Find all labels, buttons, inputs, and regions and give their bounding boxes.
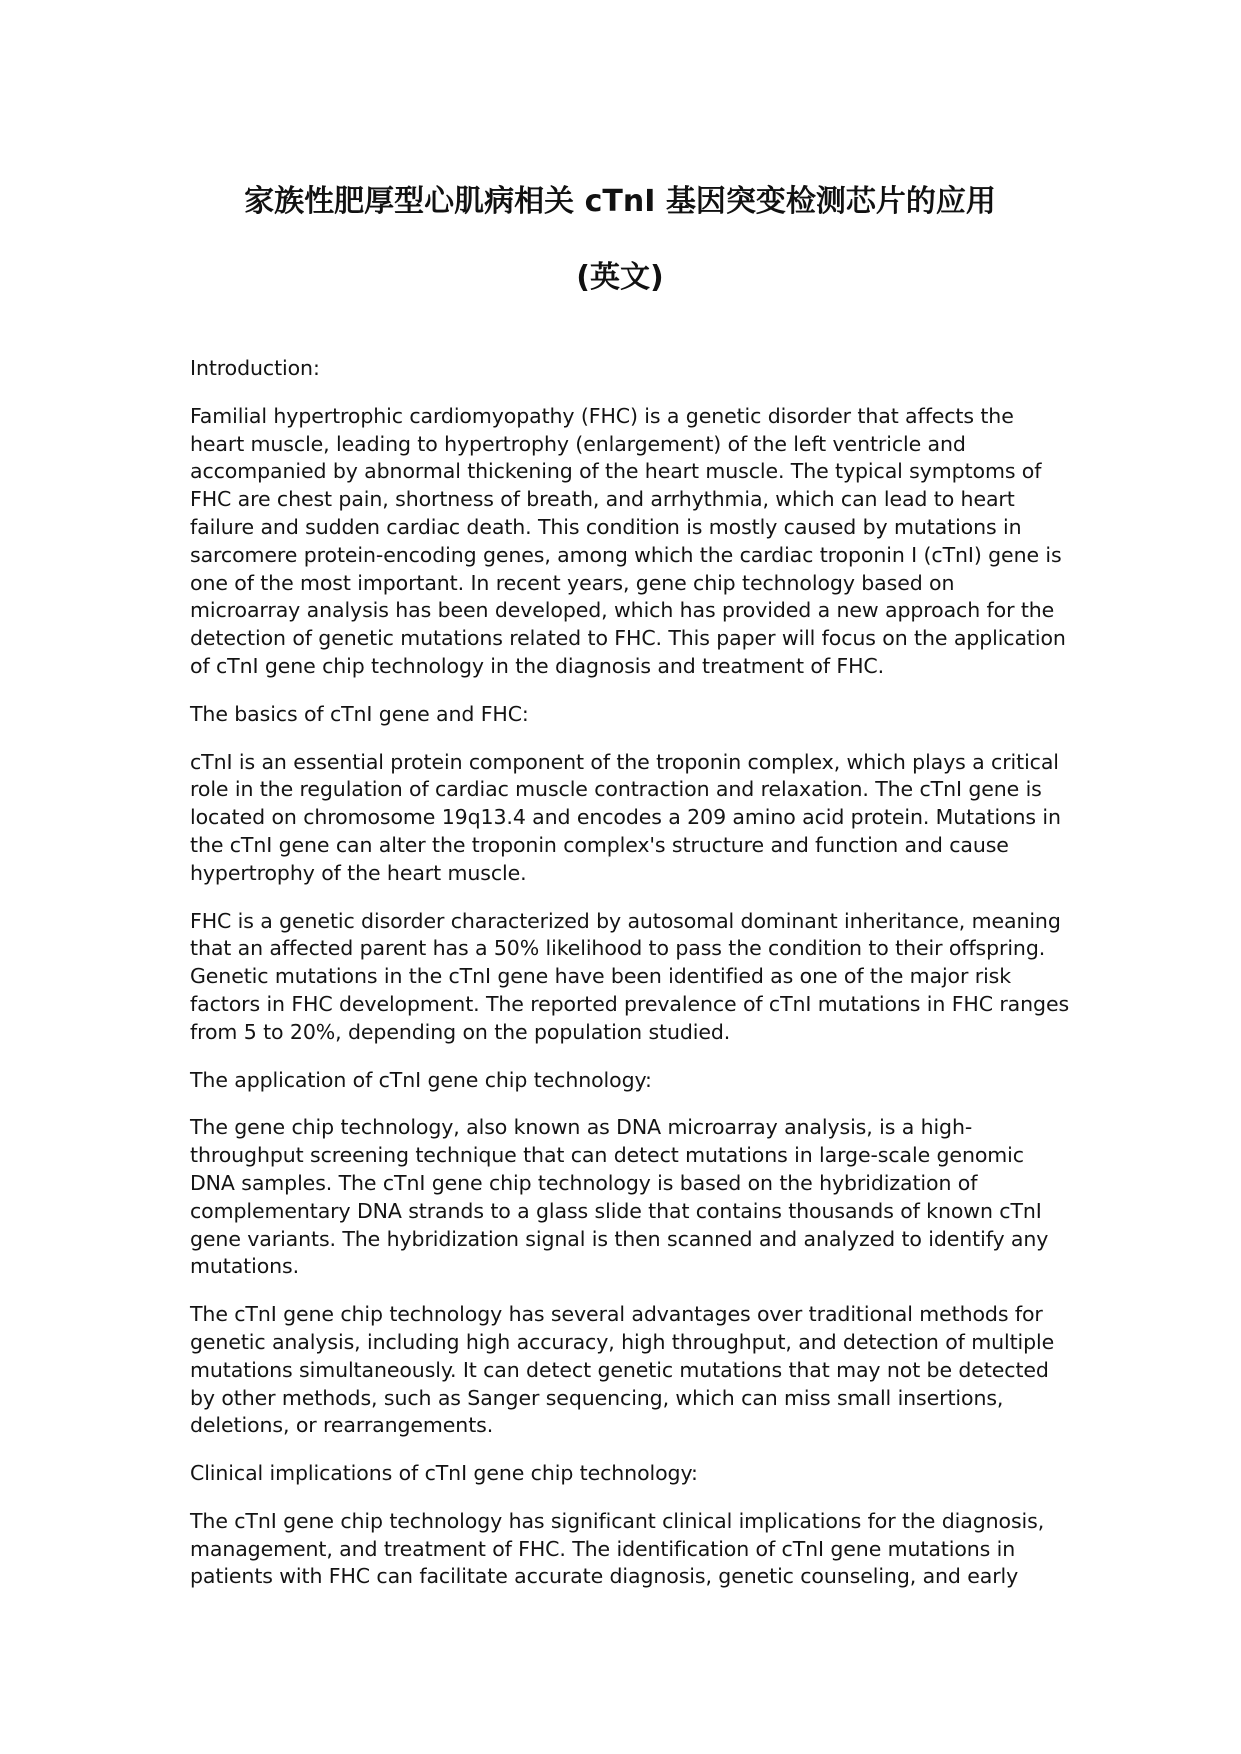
paragraph-introduction: Familial hypertrophic cardiomyopathy (FHC) is a genetic disorder that affects the heart muscle, leading to hypertrophy (enlargement) of the left ventricle and accompanied by abnormal thickening of the heart muscle. The typical symptoms of FHC are chest pain, shortness of breath, and arrhythmia, which can lead to heart failure and sudden cardiac death. This condition is mostly caused by mutations in sarcomere protein-encoding genes, among which the cardiac troponin I (cTnI) gene is one of the most important. In recent years, gene chip technology based on microarray analysis has been developed, which has provided a new approach for the detection of genetic mutations related to FHC. This paper will focus on the application of cTnI gene chip technology in the diagnosis and treatment of FHC. (190, 403, 1066, 678)
paragraph-clinical-implications: The cTnI gene chip technology has significant clinical implications for the diagnosis, management, and treatment of FHC. The identification of cTnI gene mutations in patients with FHC can facilitate accurate diagnosis, genetic counseling, and early (190, 1508, 1045, 1589)
section-heading-application: The application of cTnI gene chip technology: (190, 1067, 652, 1092)
paragraph-fhc-inheritance: FHC is a genetic disorder characterized by autosomal dominant inheritance, meaning that an affected parent has a 50% likelihood to pass the condition to their offspring. Genetic mutations in the cTnI gene have been identified as one of the major risk factors in FHC development. The reported prevalence of cTnI mutations in FHC ranges from 5 to 20%, depending on the population studied. (190, 908, 1070, 1044)
section-heading-introduction: Introduction: (190, 356, 320, 380)
paragraph-ctni-basics: cTnI is an essential protein component of the troponin complex, which plays a critical role in the regulation of cardiac muscle contraction and relaxation. The cTnI gene is located on chromosome 19q13.4 and encodes a 209 amino acid protein. Mutations in the cTnI gene can alter the troponin complex's structure and function and cause hypertrophy of the heart muscle. (190, 749, 1061, 885)
paragraph-gene-chip-advantages: The cTnI gene chip technology has several advantages over traditional methods for genetic analysis, including high accuracy, high throughput, and detection of multiple mutations simultaneously. It can detect genetic mutations that may not be detected by other methods, such as Sanger sequencing, which can miss small insertions, deletions, or rearrangements. (190, 1302, 1055, 1438)
paragraph-gene-chip-technology: The gene chip technology, also known as DNA microarray analysis, is a high-throughput screening technique that can detect mutations in large-scale genomic DNA samples. The cTnI gene chip technology is based on the hybridization of complementary DNA strands to a glass slide that contains thousands of known cTnI gene variants. The hybridization signal is then scanned and analyzed to identify any mutations. (190, 1115, 1049, 1279)
section-heading-clinical: Clinical implications of cTnI gene chip technology: (190, 1461, 698, 1486)
document-title: 家族性肥厚型心肌病相关 cTnI 基因突变检测芯片的应用 (244, 184, 996, 219)
document-subtitle: (英文) (576, 260, 664, 295)
section-heading-basics: The basics of cTnI gene and FHC: (190, 701, 529, 726)
document-body (190, 355, 1070, 1611)
